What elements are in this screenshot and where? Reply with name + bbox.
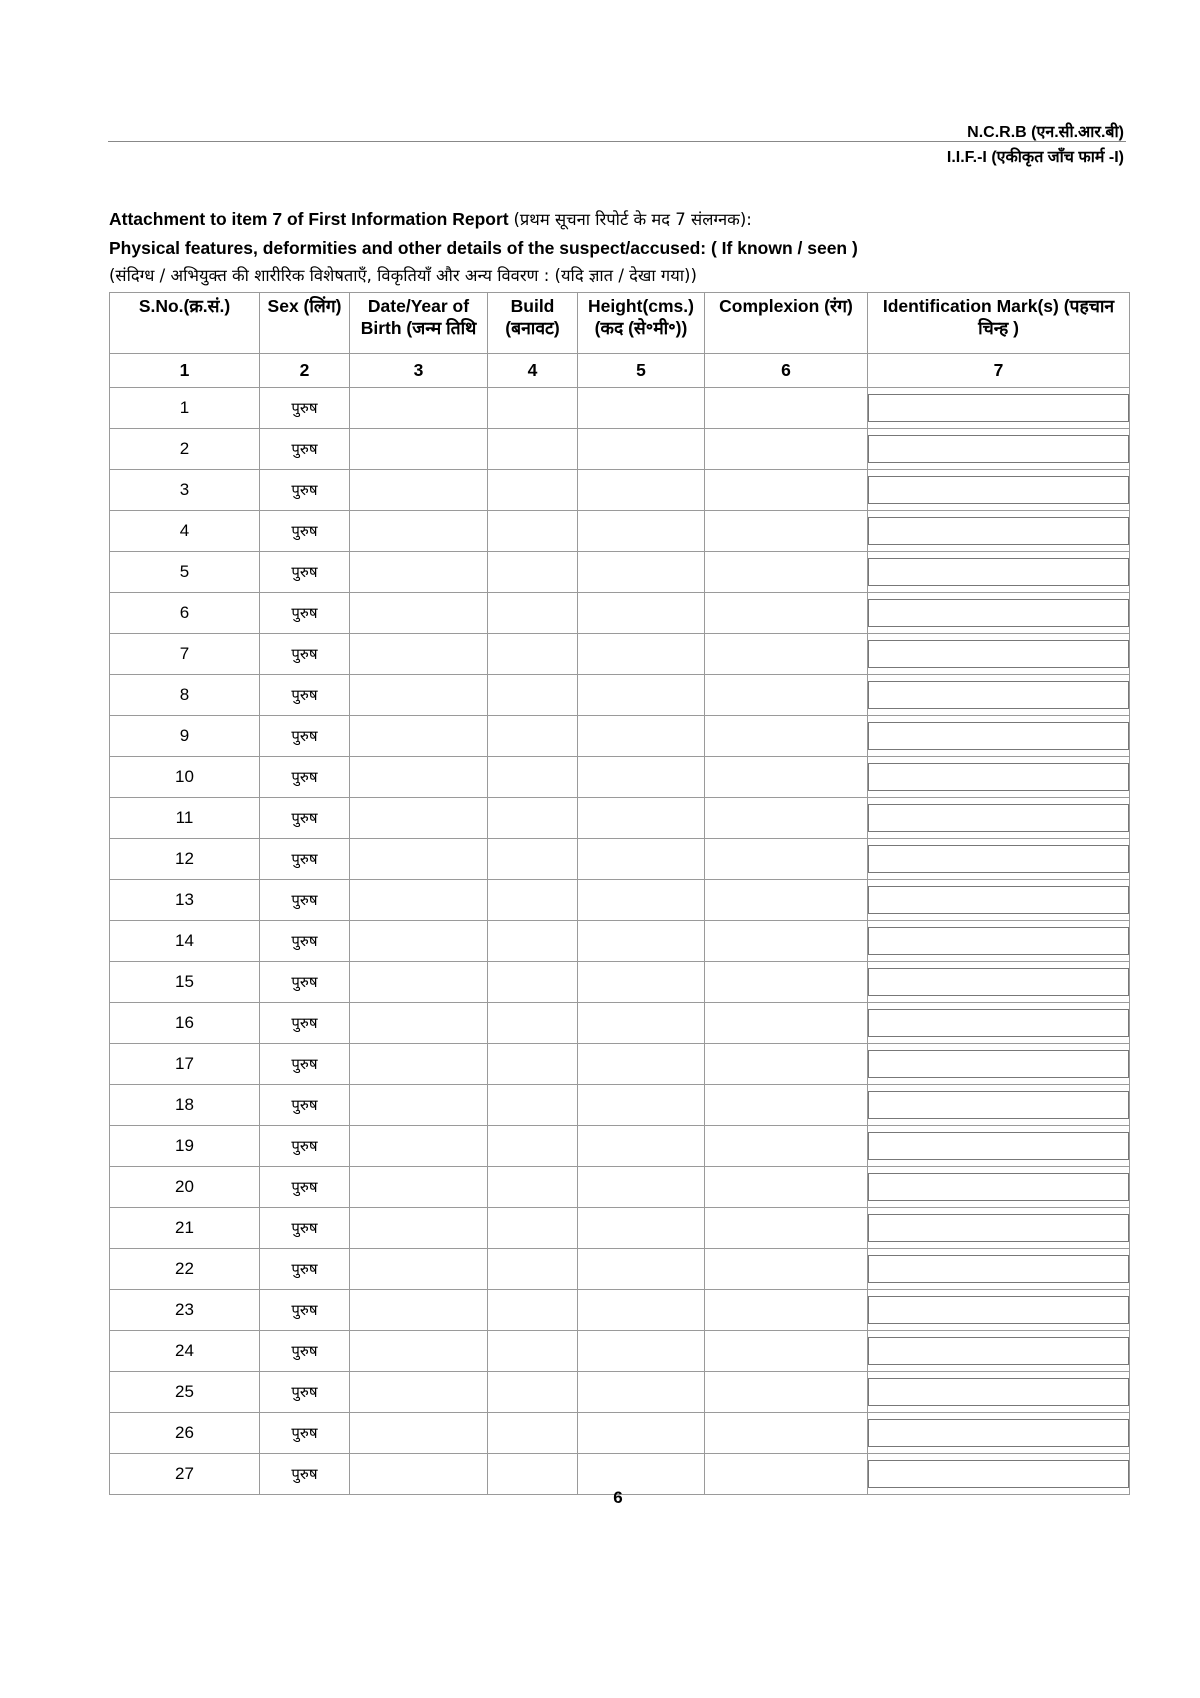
form-intro xyxy=(109,205,1119,290)
identification-mark-field[interactable] xyxy=(868,1091,1129,1119)
dob-cell[interactable] xyxy=(350,1372,488,1413)
sno-cell: 22 xyxy=(110,1249,260,1290)
sno-cell: 12 xyxy=(110,839,260,880)
complexion-cell[interactable] xyxy=(705,470,868,511)
column-number: 2 xyxy=(260,354,350,388)
sex-cell: पुरुष xyxy=(260,1126,350,1167)
height-cell[interactable] xyxy=(578,839,705,880)
dob-cell[interactable] xyxy=(350,511,488,552)
sno-cell: 27 xyxy=(110,1454,260,1495)
sex-cell: पुरुष xyxy=(260,880,350,921)
identification-mark-cell[interactable] xyxy=(868,1249,1130,1290)
height-cell[interactable] xyxy=(578,1003,705,1044)
height-cell[interactable] xyxy=(578,1167,705,1208)
sex-cell: पुरुष xyxy=(260,962,350,1003)
sno-cell: 10 xyxy=(110,757,260,798)
complexion-cell[interactable] xyxy=(705,839,868,880)
sno-cell: 14 xyxy=(110,921,260,962)
build-cell[interactable] xyxy=(488,593,578,634)
complexion-cell[interactable] xyxy=(705,1126,868,1167)
height-cell[interactable] xyxy=(578,798,705,839)
dob-cell[interactable] xyxy=(350,429,488,470)
sex-cell: पुरुष xyxy=(260,1454,350,1495)
sno-cell: 9 xyxy=(110,716,260,757)
identification-mark-field[interactable] xyxy=(868,1050,1129,1078)
sno-cell: 3 xyxy=(110,470,260,511)
build-cell[interactable] xyxy=(488,552,578,593)
table-row xyxy=(110,634,1130,675)
sno-cell: 6 xyxy=(110,593,260,634)
identification-mark-cell[interactable] xyxy=(868,593,1130,634)
build-cell[interactable] xyxy=(488,1413,578,1454)
table-body xyxy=(110,388,1130,1495)
identification-mark-field[interactable] xyxy=(868,1255,1129,1283)
identification-mark-field[interactable] xyxy=(868,1337,1129,1365)
table-row xyxy=(110,1249,1130,1290)
height-cell[interactable] xyxy=(578,388,705,429)
table-row xyxy=(110,921,1130,962)
height-cell[interactable] xyxy=(578,1372,705,1413)
identification-mark-field[interactable] xyxy=(868,558,1129,586)
build-cell[interactable] xyxy=(488,962,578,1003)
build-cell[interactable] xyxy=(488,429,578,470)
sex-cell: पुरुष xyxy=(260,1413,350,1454)
sno-cell: 16 xyxy=(110,1003,260,1044)
build-cell[interactable] xyxy=(488,1044,578,1085)
complexion-cell[interactable] xyxy=(705,593,868,634)
table-row xyxy=(110,798,1130,839)
identification-mark-cell[interactable] xyxy=(868,1003,1130,1044)
identification-mark-cell[interactable] xyxy=(868,1208,1130,1249)
intro-line-3: (संदिग्ध / अभियुक्त की शारीरिक विशेषताएँ, विकृतियाँ और अन्य विवरण : (यदि ज्ञात / देखा गया)) xyxy=(109,266,697,285)
intro-line-1-english: Attachment to item 7 of First Information Report xyxy=(109,209,509,229)
sno-cell: 8 xyxy=(110,675,260,716)
sno-cell: 5 xyxy=(110,552,260,593)
identification-mark-cell[interactable] xyxy=(868,962,1130,1003)
identification-mark-cell[interactable] xyxy=(868,798,1130,839)
build-cell[interactable] xyxy=(488,1331,578,1372)
identification-mark-field[interactable] xyxy=(868,845,1129,873)
table-row xyxy=(110,880,1130,921)
intro-line-2: Physical features, deformities and other details of the suspect/accused: ( If known / seen ) xyxy=(109,238,858,258)
sno-cell: 15 xyxy=(110,962,260,1003)
complexion-cell[interactable] xyxy=(705,429,868,470)
identification-mark-field[interactable] xyxy=(868,763,1129,791)
height-cell[interactable] xyxy=(578,552,705,593)
sno-cell: 4 xyxy=(110,511,260,552)
sno-cell: 17 xyxy=(110,1044,260,1085)
sex-cell: पुरुष xyxy=(260,798,350,839)
dob-cell[interactable] xyxy=(350,716,488,757)
sex-cell: पुरुष xyxy=(260,552,350,593)
table-row xyxy=(110,470,1130,511)
dob-cell[interactable] xyxy=(350,1413,488,1454)
identification-mark-field[interactable] xyxy=(868,517,1129,545)
complexion-cell[interactable] xyxy=(705,1331,868,1372)
complexion-cell[interactable] xyxy=(705,1249,868,1290)
build-cell[interactable] xyxy=(488,1126,578,1167)
column-number: 6 xyxy=(705,354,868,388)
sno-cell: 13 xyxy=(110,880,260,921)
sno-cell: 21 xyxy=(110,1208,260,1249)
table-row xyxy=(110,429,1130,470)
build-cell[interactable] xyxy=(488,1372,578,1413)
sex-cell: पुरुष xyxy=(260,716,350,757)
identification-mark-field[interactable] xyxy=(868,640,1129,668)
height-cell[interactable] xyxy=(578,880,705,921)
identification-mark-field[interactable] xyxy=(868,1419,1129,1447)
complexion-cell[interactable] xyxy=(705,716,868,757)
complexion-cell[interactable] xyxy=(705,798,868,839)
complexion-cell[interactable] xyxy=(705,962,868,1003)
sno-cell: 23 xyxy=(110,1290,260,1331)
height-cell[interactable] xyxy=(578,1044,705,1085)
table-row xyxy=(110,839,1130,880)
sex-cell: पुरुष xyxy=(260,1044,350,1085)
sex-cell: पुरुष xyxy=(260,429,350,470)
complexion-cell[interactable] xyxy=(705,1167,868,1208)
dob-cell[interactable] xyxy=(350,1331,488,1372)
height-cell[interactable] xyxy=(578,429,705,470)
sex-cell: पुरुष xyxy=(260,1249,350,1290)
suspect-details-table xyxy=(109,292,1130,1495)
build-cell[interactable] xyxy=(488,511,578,552)
identification-mark-cell[interactable] xyxy=(868,1085,1130,1126)
height-cell[interactable] xyxy=(578,921,705,962)
build-cell[interactable] xyxy=(488,1003,578,1044)
page-number: 6 xyxy=(613,1488,623,1507)
sex-cell: पुरुष xyxy=(260,593,350,634)
sex-cell: पुरुष xyxy=(260,1290,350,1331)
build-cell[interactable] xyxy=(488,1167,578,1208)
col-header-dob: Date/Year of Birth (जन्म तिथि xyxy=(350,293,488,354)
table-row xyxy=(110,1413,1130,1454)
table-row xyxy=(110,1044,1130,1085)
dob-cell[interactable] xyxy=(350,839,488,880)
identification-mark-field[interactable] xyxy=(868,886,1129,914)
build-cell[interactable] xyxy=(488,675,578,716)
sex-cell: पुरुष xyxy=(260,634,350,675)
height-cell[interactable] xyxy=(578,962,705,1003)
height-cell[interactable] xyxy=(578,1331,705,1372)
header-divider xyxy=(108,141,1126,142)
identification-mark-field[interactable] xyxy=(868,927,1129,955)
dob-cell[interactable] xyxy=(350,1167,488,1208)
dob-cell[interactable] xyxy=(350,470,488,511)
build-cell[interactable] xyxy=(488,757,578,798)
sno-cell: 11 xyxy=(110,798,260,839)
identification-mark-field[interactable] xyxy=(868,681,1129,709)
identification-mark-cell[interactable] xyxy=(868,1126,1130,1167)
column-number: 1 xyxy=(110,354,260,388)
dob-cell[interactable] xyxy=(350,798,488,839)
table-row xyxy=(110,675,1130,716)
build-cell[interactable] xyxy=(488,388,578,429)
col-header-sno: S.No.(क्र.सं.) xyxy=(110,293,260,354)
table-row xyxy=(110,962,1130,1003)
dob-cell[interactable] xyxy=(350,880,488,921)
dob-cell[interactable] xyxy=(350,1085,488,1126)
identification-mark-field[interactable] xyxy=(868,394,1129,422)
build-cell[interactable] xyxy=(488,470,578,511)
complexion-cell[interactable] xyxy=(705,552,868,593)
identification-mark-cell[interactable] xyxy=(868,1372,1130,1413)
identification-mark-field[interactable] xyxy=(868,968,1129,996)
build-cell[interactable] xyxy=(488,716,578,757)
identification-mark-cell[interactable] xyxy=(868,921,1130,962)
sex-cell: पुरुष xyxy=(260,757,350,798)
build-cell[interactable] xyxy=(488,1249,578,1290)
complexion-cell[interactable] xyxy=(705,1085,868,1126)
sex-cell: पुरुष xyxy=(260,1208,350,1249)
dob-cell[interactable] xyxy=(350,1003,488,1044)
table-row xyxy=(110,716,1130,757)
identification-mark-field[interactable] xyxy=(868,1132,1129,1160)
identification-mark-field[interactable] xyxy=(868,722,1129,750)
complexion-cell[interactable] xyxy=(705,1003,868,1044)
sno-cell: 7 xyxy=(110,634,260,675)
table-row xyxy=(110,1085,1130,1126)
column-number: 5 xyxy=(578,354,705,388)
sno-cell: 19 xyxy=(110,1126,260,1167)
complexion-cell[interactable] xyxy=(705,1413,868,1454)
build-cell[interactable] xyxy=(488,634,578,675)
complexion-cell[interactable] xyxy=(705,921,868,962)
dob-cell[interactable] xyxy=(350,634,488,675)
build-cell[interactable] xyxy=(488,1290,578,1331)
sno-cell: 25 xyxy=(110,1372,260,1413)
height-cell[interactable] xyxy=(578,716,705,757)
table-row xyxy=(110,1290,1130,1331)
table-row xyxy=(110,511,1130,552)
sno-cell: 20 xyxy=(110,1167,260,1208)
table-row xyxy=(110,1167,1130,1208)
dob-cell[interactable] xyxy=(350,921,488,962)
identification-mark-cell[interactable] xyxy=(868,675,1130,716)
intro-line-1 xyxy=(109,205,1119,234)
header-form-name: I.I.F.-I (एकीकृत जाँच फार्म -I) xyxy=(946,149,1124,166)
dob-cell[interactable] xyxy=(350,1249,488,1290)
sex-cell: पुरुष xyxy=(260,839,350,880)
identification-mark-cell[interactable] xyxy=(868,429,1130,470)
identification-mark-field[interactable] xyxy=(868,804,1129,832)
complexion-cell[interactable] xyxy=(705,388,868,429)
identification-mark-cell[interactable] xyxy=(868,634,1130,675)
height-cell[interactable] xyxy=(578,593,705,634)
identification-mark-cell[interactable] xyxy=(868,716,1130,757)
identification-mark-cell[interactable] xyxy=(868,470,1130,511)
complexion-cell[interactable] xyxy=(705,1290,868,1331)
column-number: 4 xyxy=(488,354,578,388)
identification-mark-cell[interactable] xyxy=(868,511,1130,552)
sno-cell: 24 xyxy=(110,1331,260,1372)
dob-cell[interactable] xyxy=(350,1044,488,1085)
header-org: N.C.R.B (एन.सी.आर.बी) xyxy=(967,124,1124,141)
height-cell[interactable] xyxy=(578,757,705,798)
build-cell[interactable] xyxy=(488,1208,578,1249)
dob-cell[interactable] xyxy=(350,675,488,716)
identification-mark-cell[interactable] xyxy=(868,552,1130,593)
build-cell[interactable] xyxy=(488,839,578,880)
height-cell[interactable] xyxy=(578,1208,705,1249)
build-cell[interactable] xyxy=(488,880,578,921)
col-header-identification-marks: Identification Mark(s) (पहचान चिन्ह ) xyxy=(868,293,1130,354)
identification-mark-cell[interactable] xyxy=(868,388,1130,429)
height-cell[interactable] xyxy=(578,1413,705,1454)
sno-cell: 1 xyxy=(110,388,260,429)
column-number: 3 xyxy=(350,354,488,388)
identification-mark-cell[interactable] xyxy=(868,1167,1130,1208)
identification-mark-field[interactable] xyxy=(868,435,1129,463)
height-cell[interactable] xyxy=(578,634,705,675)
identification-mark-cell[interactable] xyxy=(868,1331,1130,1372)
dob-cell[interactable] xyxy=(350,757,488,798)
sno-cell: 2 xyxy=(110,429,260,470)
complexion-cell[interactable] xyxy=(705,757,868,798)
table-row xyxy=(110,1003,1130,1044)
dob-cell[interactable] xyxy=(350,552,488,593)
sex-cell: पुरुष xyxy=(260,1085,350,1126)
identification-mark-cell[interactable] xyxy=(868,1413,1130,1454)
dob-cell[interactable] xyxy=(350,962,488,1003)
complexion-cell[interactable] xyxy=(705,880,868,921)
identification-mark-cell[interactable] xyxy=(868,839,1130,880)
col-header-sex: Sex (लिंग) xyxy=(260,293,350,354)
table-row xyxy=(110,1208,1130,1249)
complexion-cell[interactable] xyxy=(705,675,868,716)
build-cell[interactable] xyxy=(488,798,578,839)
sex-cell: पुरुष xyxy=(260,1167,350,1208)
sex-cell: पुरुष xyxy=(260,921,350,962)
height-cell[interactable] xyxy=(578,470,705,511)
table-row xyxy=(110,388,1130,429)
identification-mark-field[interactable] xyxy=(868,476,1129,504)
dob-cell[interactable] xyxy=(350,1126,488,1167)
height-cell[interactable] xyxy=(578,1249,705,1290)
identification-mark-field[interactable] xyxy=(868,1378,1129,1406)
height-cell[interactable] xyxy=(578,511,705,552)
intro-line-1-hindi: (प्रथम सूचना रिपोर्ट के मद 7 संलग्नक): xyxy=(513,210,752,229)
col-header-build: Build (बनावट) xyxy=(488,293,578,354)
sex-cell: पुरुष xyxy=(260,1003,350,1044)
col-header-height: Height(cms.) (कद (से॰मी॰)) xyxy=(578,293,705,354)
table-row xyxy=(110,1126,1130,1167)
identification-mark-cell[interactable] xyxy=(868,757,1130,798)
identification-mark-cell[interactable] xyxy=(868,880,1130,921)
complexion-cell[interactable] xyxy=(705,511,868,552)
height-cell[interactable] xyxy=(578,675,705,716)
build-cell[interactable] xyxy=(488,1085,578,1126)
dob-cell[interactable] xyxy=(350,1290,488,1331)
table-row xyxy=(110,552,1130,593)
table-row xyxy=(110,593,1130,634)
complexion-cell[interactable] xyxy=(705,1372,868,1413)
complexion-cell[interactable] xyxy=(705,634,868,675)
sex-cell: पुरुष xyxy=(260,1331,350,1372)
sno-cell: 26 xyxy=(110,1413,260,1454)
height-cell[interactable] xyxy=(578,1290,705,1331)
sex-cell: पुरुष xyxy=(260,1372,350,1413)
identification-mark-cell[interactable] xyxy=(868,1044,1130,1085)
table-row xyxy=(110,1331,1130,1372)
identification-mark-field[interactable] xyxy=(868,1296,1129,1324)
dob-cell[interactable] xyxy=(350,1208,488,1249)
table-header-row xyxy=(110,293,1130,354)
column-number-row xyxy=(110,354,1130,388)
build-cell[interactable] xyxy=(488,921,578,962)
identification-mark-field[interactable] xyxy=(868,1173,1129,1201)
table-row xyxy=(110,1372,1130,1413)
height-cell[interactable] xyxy=(578,1126,705,1167)
sex-cell: पुरुष xyxy=(260,675,350,716)
sex-cell: पुरुष xyxy=(260,388,350,429)
identification-mark-cell[interactable] xyxy=(868,1290,1130,1331)
complexion-cell[interactable] xyxy=(705,1208,868,1249)
sex-cell: पुरुष xyxy=(260,511,350,552)
col-header-complexion: Complexion (रंग) xyxy=(705,293,868,354)
sno-cell: 18 xyxy=(110,1085,260,1126)
identification-mark-field[interactable] xyxy=(868,599,1129,627)
column-number: 7 xyxy=(868,354,1130,388)
dob-cell[interactable] xyxy=(350,593,488,634)
sex-cell: पुरुष xyxy=(260,470,350,511)
identification-mark-field[interactable] xyxy=(868,1214,1129,1242)
complexion-cell[interactable] xyxy=(705,1044,868,1085)
dob-cell[interactable] xyxy=(350,388,488,429)
table-row xyxy=(110,757,1130,798)
identification-mark-field[interactable] xyxy=(868,1460,1129,1488)
identification-mark-field[interactable] xyxy=(868,1009,1129,1037)
height-cell[interactable] xyxy=(578,1085,705,1126)
